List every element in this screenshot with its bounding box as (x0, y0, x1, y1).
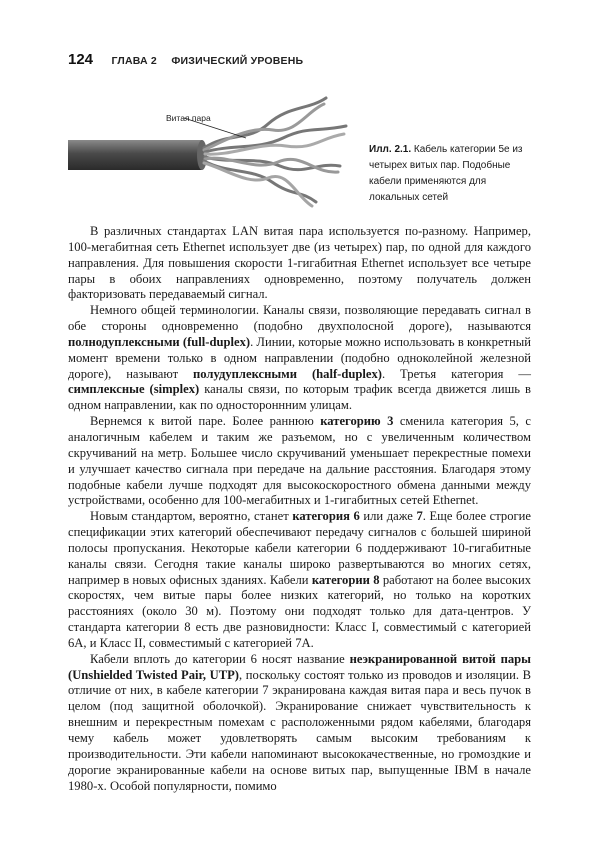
text-run: . Линии, которые можно использовать в конкретный момент времени только в одном направлении (подобно одноколейной железной дороге), называют (68, 334, 531, 381)
page-header (68, 51, 303, 69)
bold-term: полнодуплексными (full-duplex) (68, 334, 251, 349)
bold-term: 7 (416, 509, 423, 524)
text-run: . Третья категория — (381, 366, 531, 381)
text-run: . Еще более строгие спецификации этих категорий обеспечивают передачу сигналов с большей шириной полосы пропускания. Некоторые кабели категории 6 поддерживают 10-гигабитные каналы связи. Сегодня такие каналы широко развертываются во многих сетях, например в новых офисных зданиях. Кабели (68, 509, 531, 587)
section-title: ФИЗИЧЕСКИЙ УРОВЕНЬ (171, 55, 304, 67)
text-run: В различных стандартах LAN витая пара используется по-разному. Например, 100-мегабитная сеть Ethernet использует две (из четырех) пар, по одной для каждого направления. Для повышения скорости 1-гигабитная Ethernet использует все четыре пары в обоих направлениях одновременно, поэтому получатель должен факторизовать передаваемый сигнал. (68, 224, 531, 302)
paragraph (68, 652, 531, 795)
caption-number: Илл. 2.1. (369, 144, 412, 155)
text-run: Кабели вплоть до категории 6 носят название (90, 651, 350, 666)
page-number: 124 (68, 51, 94, 68)
text-run: Немного общей терминологии. Каналы связи, позволяющие передавать сигнал в обе стороны одновременно (подобно двухполосной дороге), называются (68, 303, 531, 334)
text-run: сменила категория 5, с аналогичным кабелем и таким же разъемом, но с увеличенным количеством скручиваний на метр. Большее число скручиваний уменьшает перекрестные помехи и улучшает качество сигнала при передаче на дальние расстояния. Благодаря этому подобные кабели лучше подходят для высокоскоростного обмена данными между устройствами, особенно для 100-мегабитных и 1-гигабитных сетей Ethernet. (68, 414, 531, 508)
bold-term: симплексные (simplex) (68, 382, 200, 397)
bold-term: категории 8 (311, 572, 380, 587)
paragraph (68, 414, 531, 509)
bold-term: полудуплексными (half-duplex) (193, 366, 382, 381)
paragraph (68, 303, 531, 414)
text-run: или даже (359, 509, 417, 524)
cable-jacket (68, 140, 202, 170)
text-run: Вернемся к витой паре. Более раннюю (90, 414, 321, 429)
paragraph (68, 509, 531, 652)
figure-caption (369, 142, 539, 206)
figure-label: Витая пара (166, 113, 211, 123)
paragraph (68, 224, 531, 303)
text-run: , поскольку состоят только из проводов и изоляции. В отличие от них, в кабеле категории 7 экранирована каждая витая пара и весь пучок в целом (под защитной оболочкой). Экранирование снижает чувствительность к внешним и перекрестным помехам с расположенными рядом кабелями, благодаря чему кабель может удовлетворять самым высоким требованиям к производительности. Эти кабели напоминают высококачественные, но громоздкие и дорогие экранированные кабели на основе витых пар, выпущенные IBM в начале 1980-х. Особой популярности, помимо (68, 667, 531, 793)
twisted-wires (204, 98, 346, 206)
bold-term: неэкранированной витой пары (Unshielded Twisted Pair, UTP) (68, 651, 532, 682)
caption-text: Кабель категории 5е из четырех витых пар. Подобные кабели применяются для локальных сетей (369, 144, 523, 203)
bold-term: категорию 3 (320, 414, 394, 429)
bold-term: категория 6 (292, 509, 360, 524)
body-text (68, 224, 531, 794)
twisted-pair-cable-figure (68, 92, 368, 212)
cable-illustration (68, 92, 368, 212)
text-run: работают на более высоких скоростях, чем витые пары более низких категорий, но только на коротких расстояниях (около 30 м). Поэтому они подходят только для дата-центров. У стандарта категории 8 есть две разновидности: Класс I, совместимый с категорией 6А, и Класс II, совместимый с категорией 7А. (68, 572, 531, 650)
chapter-label: ГЛАВА 2 (111, 55, 157, 67)
text-run: каналы связи, по которым трафик всегда движется лишь в одном направлении, как по одностороннним улицам. (68, 382, 532, 413)
text-run: Новым стандартом, вероятно, станет (90, 509, 293, 524)
